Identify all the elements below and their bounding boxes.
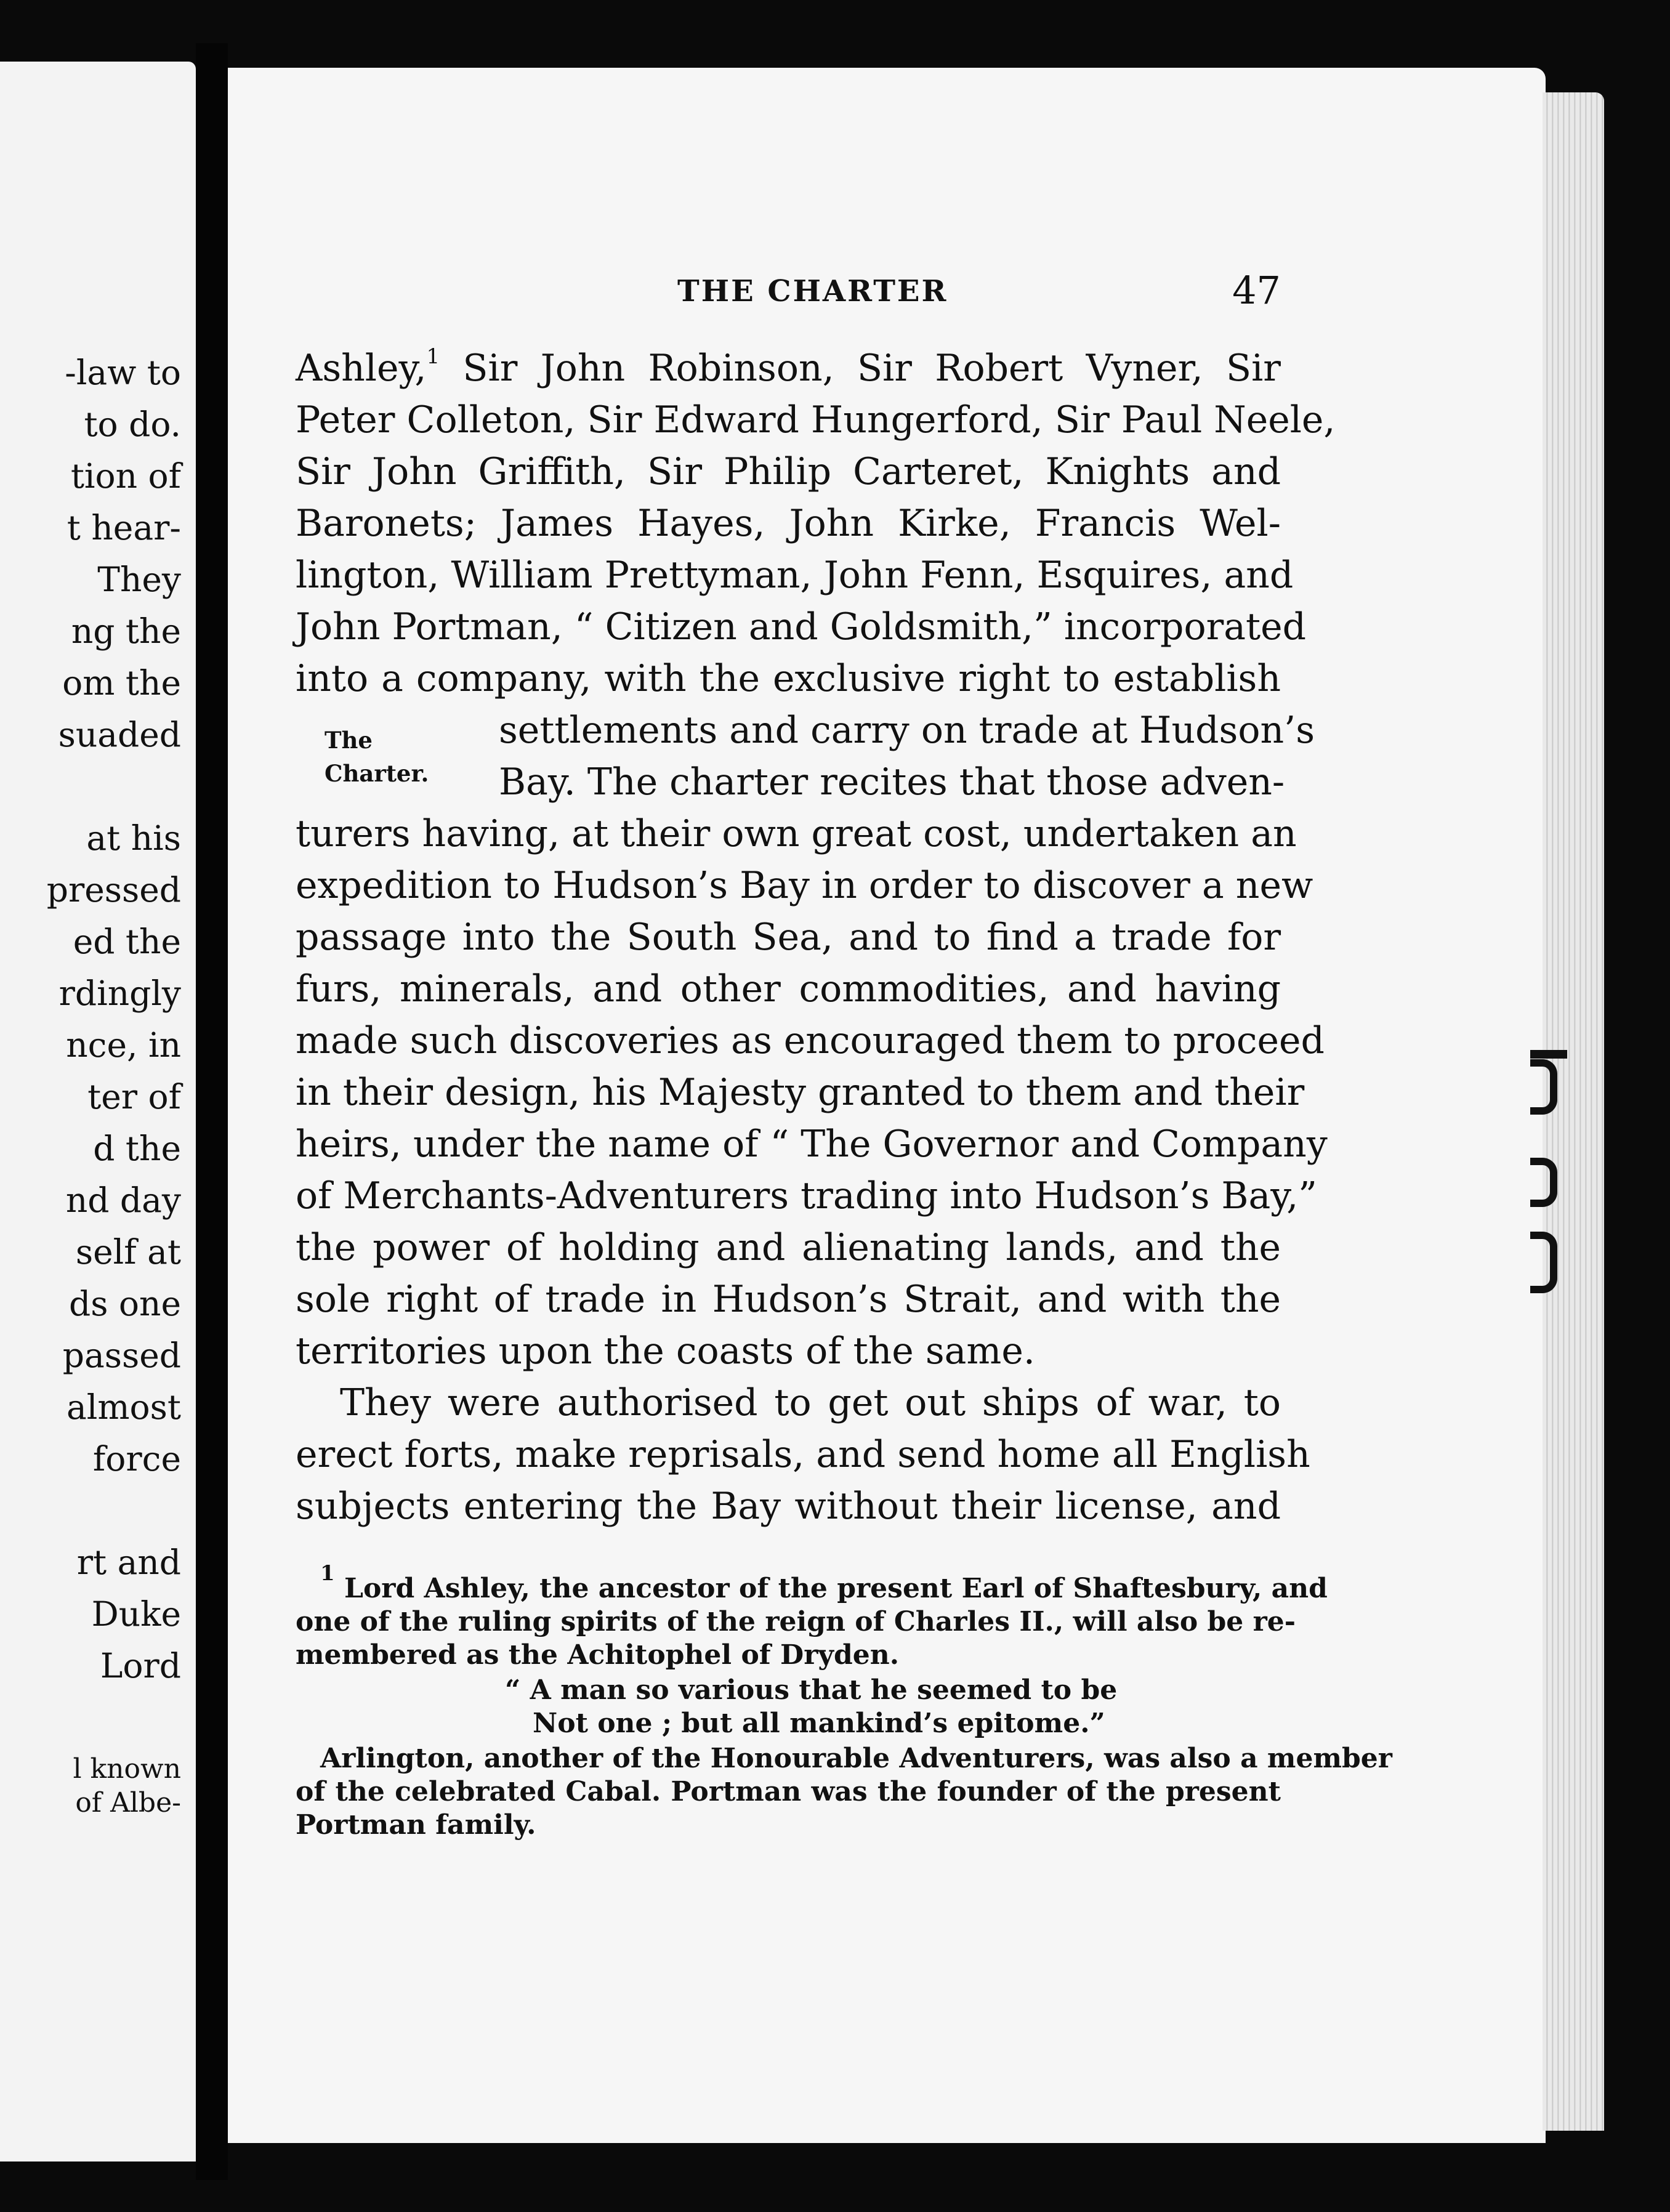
body-line: erect forts, make reprisals, and send home all English [296,1433,1310,1476]
body-line: heirs, under the name of “ The Governor and Company [296,1123,1328,1166]
footnote-line: of the celebrated Cabal. Portman was the founder of the present [296,1776,1281,1807]
left-page-line: passed [62,1336,181,1375]
page-header [296,268,1281,317]
body-line: lington, William Prettyman, John Fenn, Esquires, and [296,554,1294,597]
left-page-line: self at [75,1232,181,1272]
footnote-line: $^1$ Lord Ashley, the ancestor of the present Earl of Shaftesbury, and [320,1561,1328,1604]
body-line: subjects entering the Bay without their license, and [296,1485,1281,1528]
running-title: THE CHARTER [677,274,948,309]
left-page-line: suaded [58,715,181,754]
footnote-ref: 1 [426,344,440,369]
body-line: Sir John Griffith, Sir Philip Carteret, Knights and [296,450,1281,493]
body-line: John Portman, “ Citizen and Goldsmith,” incorporated [296,605,1307,648]
left-page-line: t hear- [67,508,181,547]
left-page-footnote-line: l known [73,1753,181,1785]
footnote-quote-line: Not one ; but all mankind’s epitome.” [533,1708,1105,1739]
body-line: settlements and carry on trade at Hudson’s [499,709,1315,752]
body-line: passage into the South Sea, and to find a trade for [296,916,1281,959]
left-page-line: d the [93,1129,181,1168]
body-line: They were authorised to get out ships of war, to [340,1381,1281,1424]
left-page-line: nce, in [66,1025,181,1065]
left-page-line: ter of [87,1077,181,1116]
footnote-quote-line: “ A man so various that he seemed to be [505,1674,1118,1706]
left-page-line: They [97,560,181,599]
left-page-line: om the [62,663,181,703]
body-line: furs, minerals, and other commodities, and having [296,967,1281,1011]
left-page-line: nd day [65,1181,181,1220]
book-gutter [196,43,228,2180]
left-page-line: force [92,1439,181,1479]
footnote-line: membered as the Achitophel of Dryden. [296,1639,900,1671]
body-line: expedition to Hudson’s Bay in order to discover a new [296,864,1313,907]
left-page-line: Lord [100,1646,181,1685]
page-edges [1543,92,1604,2131]
body-line: Baronets; James Hayes, John Kirke, Francis Wel- [296,502,1281,545]
body-line: into a company, with the exclusive right to establish [296,657,1281,700]
body-line: sole right of trade in Hudson’s Strait, and with the [296,1278,1281,1321]
left-page-footnote-line: of Albe- [75,1787,181,1818]
left-page-line: tion of [70,456,181,496]
left-page-line: almost [67,1387,181,1427]
body-line: territories upon the coasts of the same. [296,1330,1035,1373]
left-page-line: -law to [65,353,181,392]
left-page-line: Duke [91,1594,181,1634]
left-page-line: rdingly [58,974,181,1013]
body-line: turers having, at their own great cost, undertaken an [296,812,1297,855]
page-number: 47 [1232,268,1281,313]
footnote-marker: 1 [320,1561,335,1586]
left-page-line: pressed [46,870,181,910]
left-facing-page [0,62,196,2162]
body-line: the power of holding and alienating lands, and the [296,1226,1281,1269]
body-line: Peter Colleton, Sir Edward Hungerford, Sir Paul Neele, [296,398,1336,442]
body-line: of Merchants-Adventurers trading into Hudson’s Bay,” [296,1174,1317,1217]
left-page-line: rt and [76,1543,181,1582]
edge-mark [1530,1059,1557,1115]
left-page-line: at his [86,818,181,858]
sidenote-line: The [325,727,373,754]
body-line: made such discoveries as encouraged them to proceed [296,1019,1325,1062]
edge-mark [1530,1232,1557,1293]
sidenote [325,724,429,790]
edge-mark [1530,1050,1567,1059]
sidenote-line: Charter. [325,760,429,787]
footnote-line: Portman family. [296,1809,536,1841]
body-line: Bay. The charter recites that those adven- [499,761,1285,804]
edge-mark [1530,1158,1557,1207]
left-page-line: ed the [73,922,181,961]
body-line: in their design, his Majesty granted to them and their [296,1071,1305,1114]
left-page-line: ng the [71,612,181,651]
footnote-line: one of the ruling spirits of the reign of Charles II., will also be re- [296,1606,1296,1637]
left-page-line: to do. [84,405,181,444]
left-page-line: ds one [69,1284,181,1323]
footnote-line: Arlington, another of the Honourable Adventurers, was also a member [320,1743,1392,1774]
body-line: Ashley,$^1$ Sir John Robinson, Sir Robert Vyner, Sir [296,344,1281,390]
